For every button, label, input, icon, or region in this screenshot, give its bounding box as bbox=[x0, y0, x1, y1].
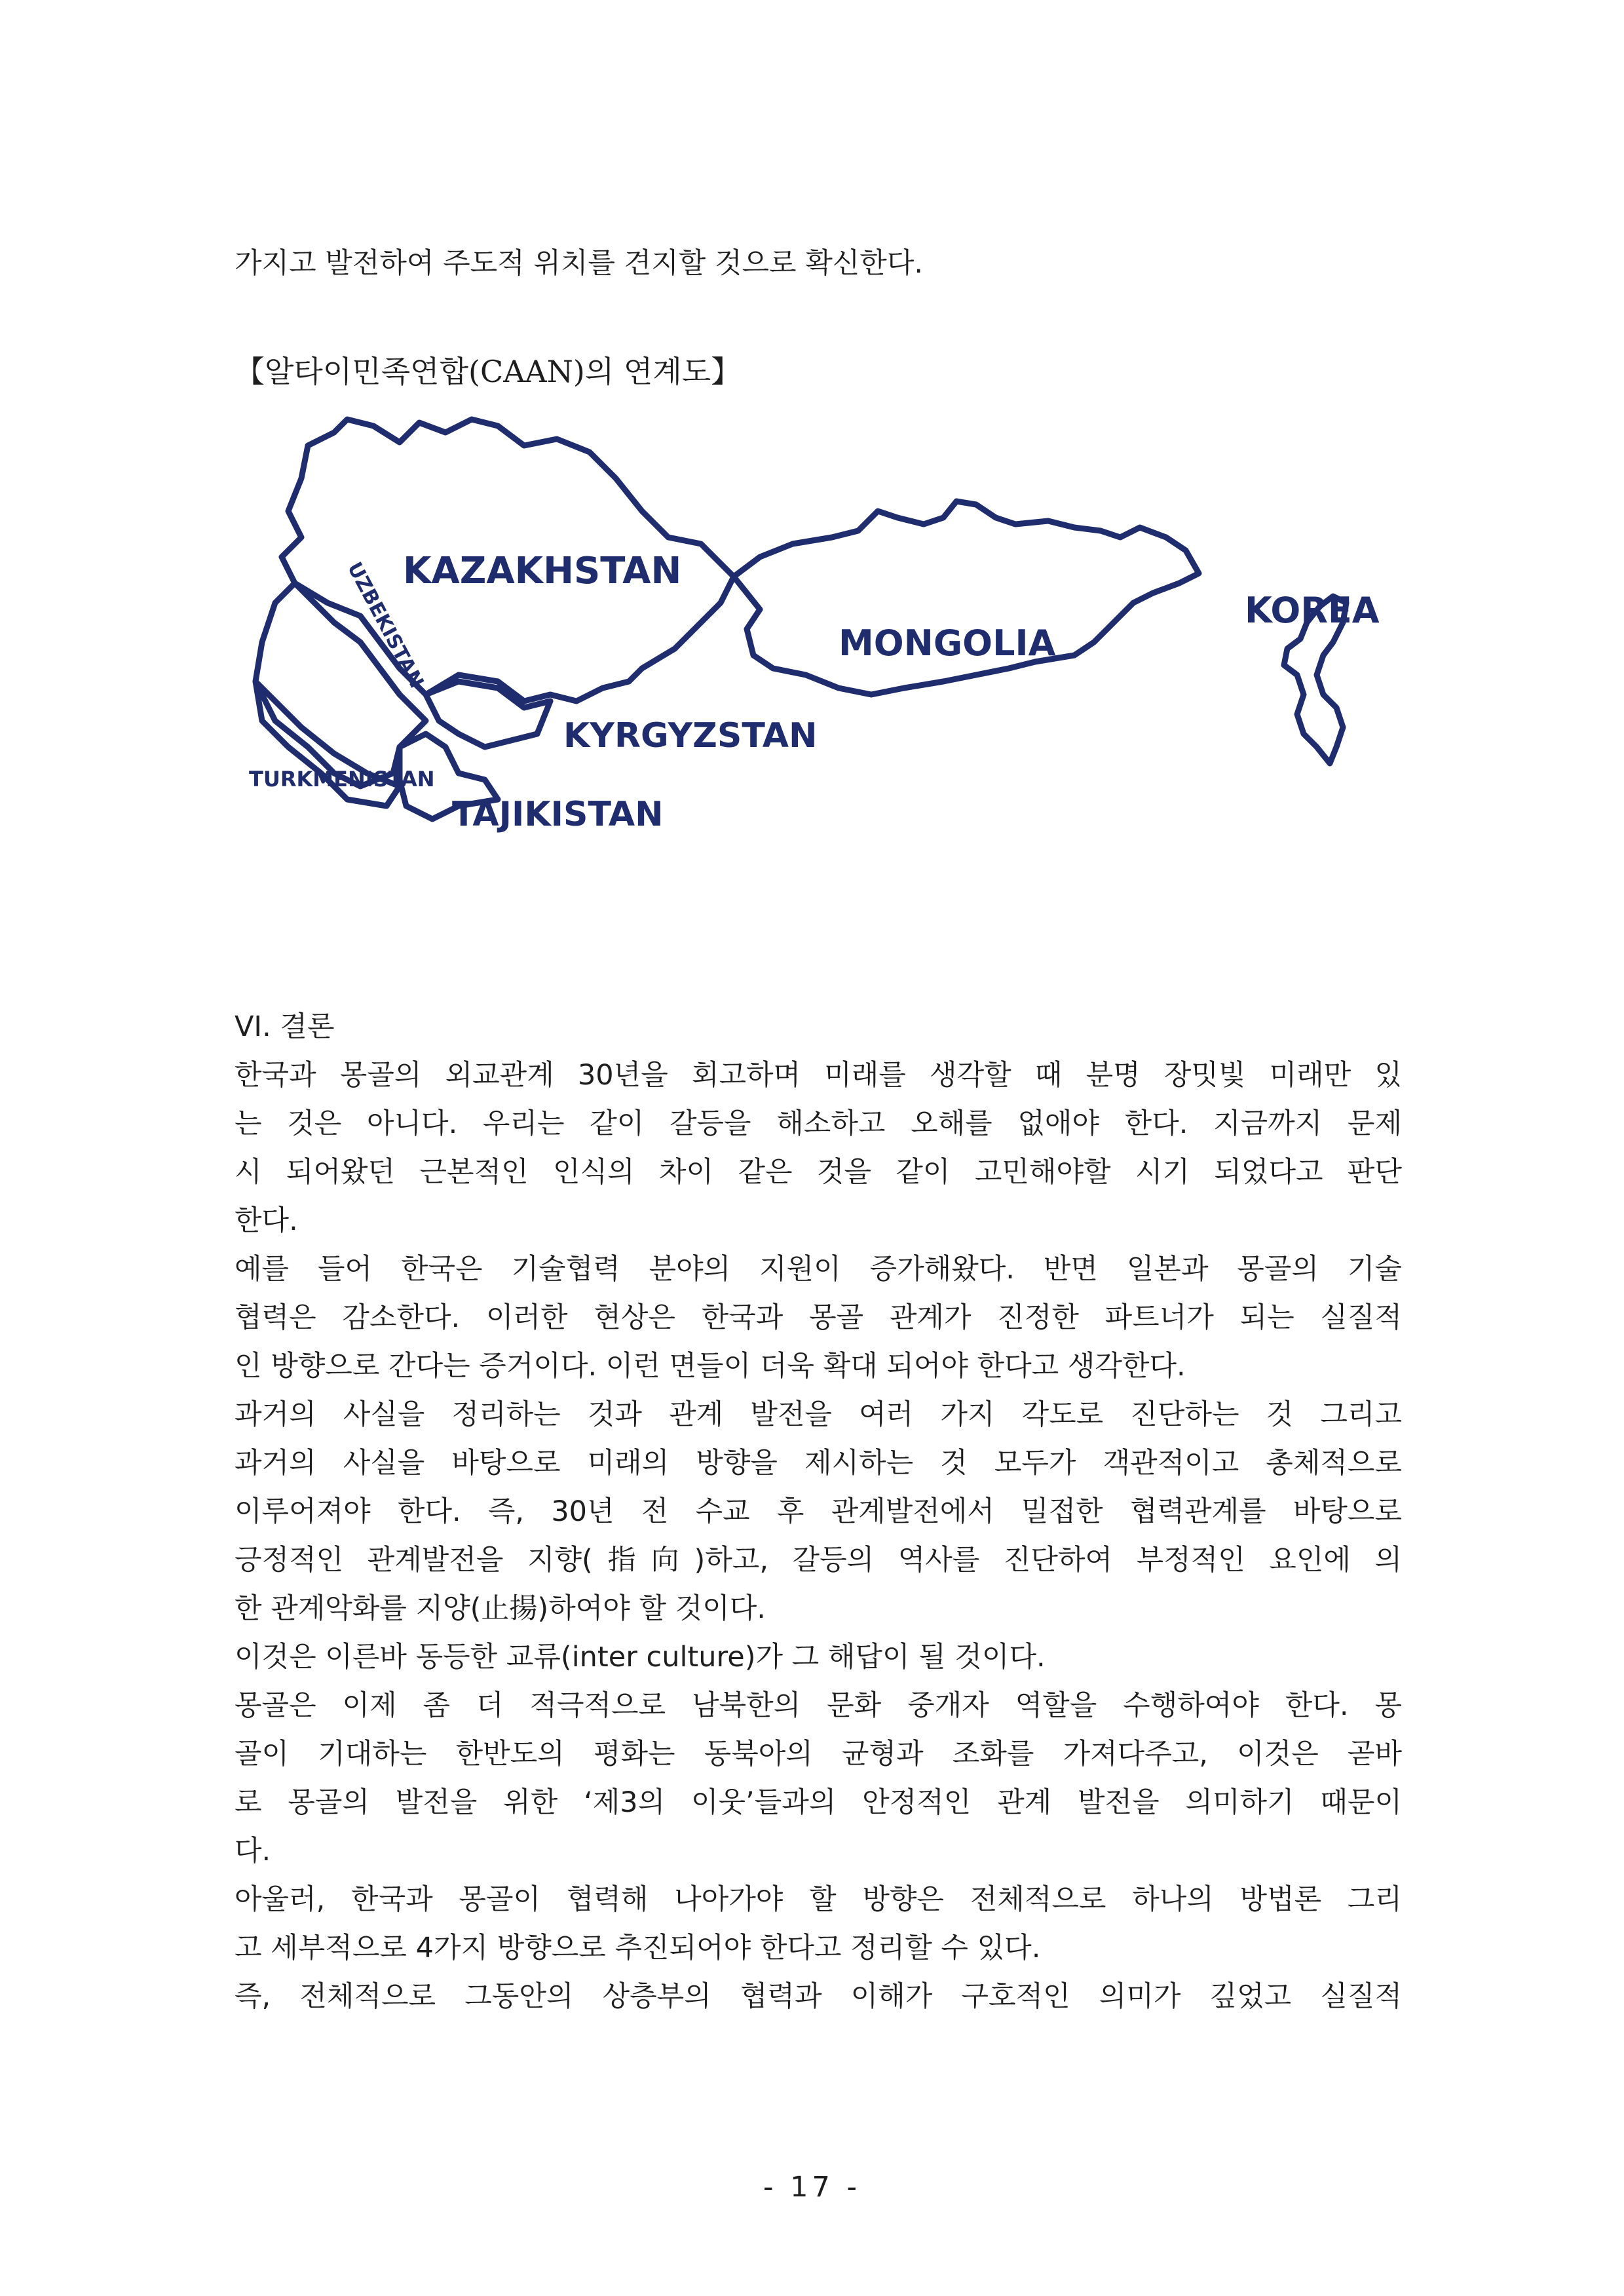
caan-map-figure bbox=[249, 406, 1395, 852]
body-text-line: 고 세부적으로 4가지 방향으로 추진되어야 한다고 정리할 수 있다. bbox=[235, 1932, 1041, 1964]
label-kazakhstan: KAZAKHSTAN bbox=[403, 550, 682, 592]
body-text-line: 다. bbox=[235, 1835, 271, 1867]
body-text-line: 과거의 사실을 바탕으로 미래의 방향을 제시하는 것 모두가 객관적이고 총체적으로 bbox=[235, 1447, 1402, 1480]
body-text-line: 이루어져야 한다. 즉, 30년 전 수교 후 관계발전에서 밀접한 협력관계를 바탕으로 bbox=[235, 1495, 1402, 1528]
body-text-line: 한다. bbox=[235, 1204, 298, 1237]
label-tajikistan: TAJIKISTAN bbox=[452, 795, 664, 834]
mongolia-border bbox=[734, 501, 1199, 695]
body-text-line: 이것은 이른바 동등한 교류(inter culture)가 그 해답이 될 것이다. bbox=[235, 1641, 1046, 1674]
body-text-line: 는 것은 아니다. 우리는 같이 갈등을 해소하고 오해를 없애야 한다. 지금까지 문제 bbox=[235, 1107, 1402, 1140]
body-text-line: 시 되어왔던 근본적인 인식의 차이 같은 것을 같이 고민해야할 시기 되었다고 판단 bbox=[235, 1156, 1402, 1189]
body-text-line: 아울러, 한국과 몽골이 협력해 나아가야 할 방향은 전체적으로 하나의 방법론 그리 bbox=[235, 1883, 1402, 1916]
body-text-line: 몽골은 이제 좀 더 적극적으로 남북한의 문화 중개자 역할을 수행하여야 한다. 몽 bbox=[235, 1689, 1402, 1722]
body-text-line: 가지고 발전하여 주도적 위치를 견지할 것으로 확신한다. bbox=[235, 247, 924, 280]
label-turkmenistan: TURKMENISTAN bbox=[249, 767, 435, 792]
body-text-line: 한국과 몽골의 외교관계 30년을 회고하며 미래를 생각할 때 분명 장밋빛 미래만 있 bbox=[235, 1059, 1402, 1092]
body-text-line: 골이 기대하는 한반도의 평화는 동북아의 균형과 조화를 가져다주고, 이것은 곧바 bbox=[235, 1738, 1402, 1770]
body-text-line: 협력은 감소한다. 이러한 현상은 한국과 몽골 관계가 진정한 파트너가 되는 실질적 bbox=[235, 1301, 1402, 1334]
figure-caption: 【알타이민족연합(CAAN)의 연계도】 bbox=[235, 354, 742, 389]
body-text-line: 긍정적인 관계발전을 지향(指向)하고, 갈등의 역사를 진단하여 부정적인 요인에 의 bbox=[235, 1544, 1402, 1577]
body-text-line: 한 관계악화를 지양(止揚)하여야 할 것이다. bbox=[235, 1592, 766, 1625]
body-text-line: 로 몽골의 발전을 위한 ‘제3의 이웃’들과의 안정적인 관계 발전을 의미하기 때문이 bbox=[235, 1786, 1402, 1819]
label-kyrgyzstan: KYRGYZSTAN bbox=[563, 716, 818, 756]
body-text-line: 인 방향으로 간다는 증거이다. 이런 면들이 더욱 확대 되어야 한다고 생각한다. bbox=[235, 1350, 1186, 1383]
kyrgyzstan-border bbox=[426, 681, 550, 747]
body-text-line: 예를 들어 한국은 기술협력 분야의 지원이 증가해왔다. 반면 일본과 몽골의 기술 bbox=[235, 1253, 1402, 1286]
page-number: - 17 - bbox=[763, 2171, 861, 2204]
label-korea: KOREA bbox=[1245, 590, 1380, 631]
label-uzbekistan: UZBEKISTAN bbox=[342, 558, 428, 692]
section-heading: VI. 결론 bbox=[235, 1010, 335, 1043]
body-text-line: 과거의 사실을 정리하는 것과 관계 발전을 여러 가지 각도로 진단하는 것 그리고 bbox=[235, 1398, 1402, 1431]
label-mongolia: MONGOLIA bbox=[839, 622, 1056, 664]
body-text-line: 즉, 전체적으로 그동안의 상층부의 협력과 이해가 구호적인 의미가 깊었고 실질적 bbox=[235, 1980, 1402, 2013]
